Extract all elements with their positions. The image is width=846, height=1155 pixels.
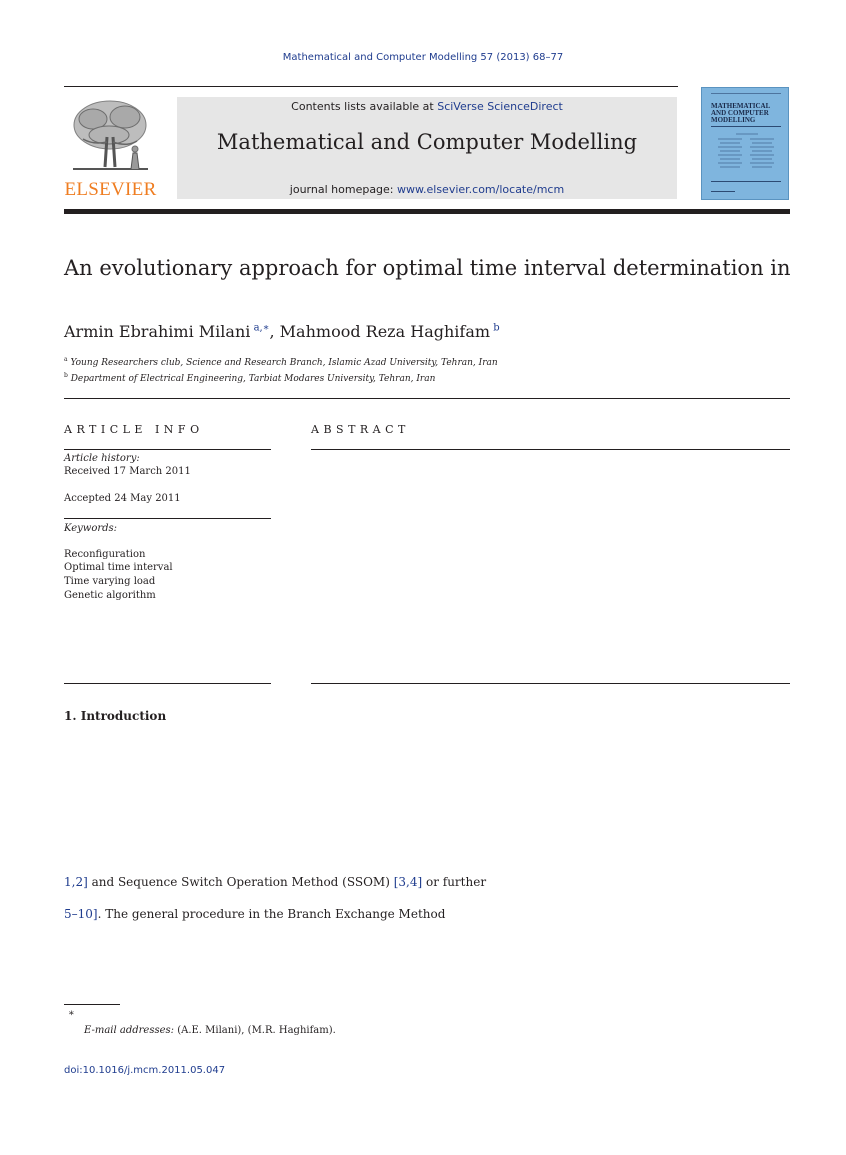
- author-affiliation-link[interactable]: b: [493, 322, 500, 334]
- keyword-item: Genetic algorithm: [64, 590, 156, 601]
- author-name: Mahmood Reza Haghifam: [279, 322, 491, 341]
- article-info-heading: ARTICLE INFO: [64, 423, 204, 436]
- keyword-item: Optimal time interval: [64, 562, 173, 573]
- article-history-label: Article history:: [64, 453, 140, 464]
- keywords-rule: [64, 518, 271, 519]
- author-name: Armin Ebrahimi Milani: [64, 322, 251, 341]
- cover-rule: [711, 181, 781, 182]
- affiliation-a: [64, 356, 498, 368]
- article-title: An evolutionary approach for optimal time interval determination in: [64, 256, 791, 280]
- affiliation-marker: a: [64, 356, 68, 363]
- body-text: . The general procedure in the Branch Exchange Method: [97, 907, 446, 921]
- article-info-rule: [64, 449, 271, 450]
- body-text-line: [64, 907, 445, 921]
- cover-rule: [711, 191, 735, 192]
- accepted-date: Accepted 24 May 2011: [64, 493, 181, 504]
- elsevier-logo: [63, 97, 158, 201]
- sciencedirect-link[interactable]: SciVerse ScienceDirect: [437, 100, 563, 113]
- journal-title: Mathematical and Computer Modelling: [216, 130, 638, 154]
- received-date: Received 17 March 2011: [64, 466, 191, 477]
- citation-link[interactable]: 5–10]: [64, 907, 98, 921]
- journal-banner: [177, 97, 677, 199]
- article-info-bottom-rule: [64, 683, 271, 684]
- email-text: (A.E. Milani), (M.R. Haghifam).: [174, 1025, 336, 1036]
- body-text: or further: [422, 875, 487, 889]
- affiliation-b: [64, 372, 435, 384]
- cover-title: MATHEMATICAL AND COMPUTER MODELLING: [711, 102, 770, 124]
- author-affiliation-link[interactable]: a,∗: [253, 322, 270, 334]
- keyword-item: Time varying load: [64, 576, 156, 587]
- section-heading-introduction: 1. Introduction: [64, 709, 167, 723]
- homepage-line: [177, 183, 677, 196]
- affiliation-text: Young Researchers club, Science and Research Branch, Islamic Azad University, Tehran, Iran: [70, 358, 498, 368]
- cover-rule: [711, 93, 781, 94]
- abstract-rule: [311, 449, 790, 450]
- email-label: E-mail addresses:: [84, 1025, 175, 1036]
- body-text: and Sequence Switch Operation Method (SSOM): [87, 875, 394, 889]
- abstract-heading: ABSTRACT: [311, 423, 410, 436]
- affiliation-text: Department of Electrical Engineering, Tarbiat Modares University, Tehran, Iran: [70, 374, 436, 384]
- citation-link[interactable]: 1,2]: [64, 875, 88, 889]
- contents-prefix: Contents lists available at: [291, 100, 438, 113]
- keyword-item: Reconfiguration: [64, 549, 146, 560]
- tree-emblem-icon: [63, 97, 158, 179]
- author-line: [64, 322, 794, 341]
- journal-cover-image: [701, 87, 789, 200]
- homepage-link[interactable]: www.elsevier.com/locate/mcm: [397, 183, 565, 196]
- header-rule: [64, 86, 678, 87]
- cover-contents-icon: [716, 132, 778, 176]
- body-text-line: [64, 875, 486, 889]
- journal-reference-link[interactable]: Mathematical and Computer Modelling 57 (2013) 68–77: [282, 52, 564, 63]
- section-rule: [64, 398, 790, 399]
- cover-rule: [711, 126, 781, 127]
- footnote-marker: ∗: [68, 1008, 75, 1019]
- abstract-bottom-rule: [311, 683, 790, 684]
- keywords-label: Keywords:: [64, 523, 118, 534]
- citation-link[interactable]: [3,4]: [393, 875, 423, 889]
- author-separator: ,: [269, 322, 280, 341]
- homepage-prefix: journal homepage:: [289, 183, 398, 196]
- contents-line: [177, 100, 677, 113]
- doi-link[interactable]: doi:10.1016/j.mcm.2011.05.047: [64, 1065, 226, 1076]
- header-thick-rule: [64, 209, 790, 214]
- email-footnote: [84, 1025, 336, 1036]
- elsevier-logo-text: ELSEVIER: [64, 179, 157, 200]
- footnote-rule: [64, 1004, 120, 1005]
- affiliation-marker: b: [64, 372, 68, 379]
